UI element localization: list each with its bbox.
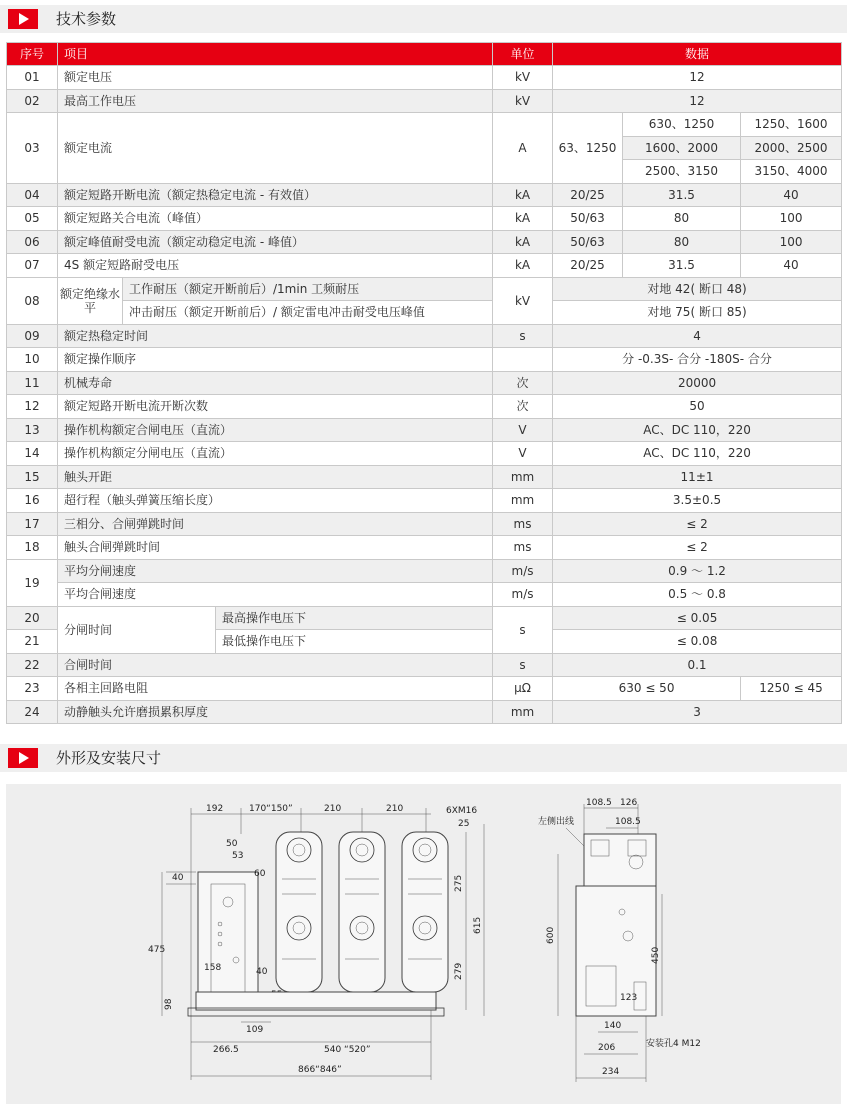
row-value: 50	[553, 395, 842, 419]
row-no: 01	[7, 66, 58, 90]
dim-123: 123	[620, 993, 638, 1003]
row-value: 1600、2000	[623, 136, 741, 160]
row-item: 额定峰值耐受电流（额定动稳定电流 - 峰值）	[58, 230, 493, 254]
table-row	[7, 183, 842, 207]
row-value: 630 ≤ 50	[553, 677, 741, 701]
row-value: 40	[741, 183, 842, 207]
row-item: 额定操作顺序	[58, 348, 493, 372]
row-value: 12	[553, 89, 842, 113]
table-row	[7, 489, 842, 513]
row-item: 动静触头允许磨损累积厚度	[58, 700, 493, 724]
table-row	[7, 677, 842, 701]
row-no: 22	[7, 653, 58, 677]
row-no: 19	[7, 559, 58, 606]
row-no: 13	[7, 418, 58, 442]
row-subitem: 工作耐压（额定开断前后）/1min 工频耐压	[123, 277, 493, 301]
row-item: 额定绝缘水平	[58, 277, 123, 324]
row-value: 20000	[553, 371, 842, 395]
row-unit: μΩ	[493, 677, 553, 701]
dim-50: 50	[226, 839, 238, 849]
row-value: ≤ 0.05	[553, 606, 842, 630]
row-value: ≤ 0.08	[553, 630, 842, 654]
table-row	[7, 536, 842, 560]
row-item: 机械寿命	[58, 371, 493, 395]
table-row	[7, 700, 842, 724]
row-unit: 次	[493, 371, 553, 395]
row-unit: m/s	[493, 583, 553, 607]
dim-40b: 40	[256, 967, 268, 977]
row-value: AC、DC 110，220	[553, 442, 842, 466]
table-row	[7, 348, 842, 372]
row-no: 03	[7, 113, 58, 184]
dim-108-5a: 108.5	[586, 798, 612, 808]
row-value: 12	[553, 66, 842, 90]
row-value: 4	[553, 324, 842, 348]
dim-275: 275	[454, 874, 464, 892]
row-subitem: 冲击耐压（额定开断前后）/ 额定雷电冲击耐受电压峰值	[123, 301, 493, 325]
row-item: 平均合闸速度	[58, 583, 493, 607]
dimension-drawing	[6, 784, 841, 1104]
spec-table	[6, 42, 842, 724]
table-row	[7, 559, 842, 583]
row-unit	[493, 348, 553, 372]
dim-40a: 40	[172, 873, 184, 883]
dim-210b: 210	[386, 804, 404, 814]
row-no: 09	[7, 324, 58, 348]
section-title: 技术参数	[56, 10, 117, 28]
row-item: 分闸时间	[58, 606, 216, 653]
row-item: 操作机构额定分闸电压（直流）	[58, 442, 493, 466]
dim-98: 98	[164, 998, 174, 1010]
section-header-specs	[0, 5, 847, 33]
table-row	[7, 583, 842, 607]
table-row	[7, 89, 842, 113]
row-unit: mm	[493, 465, 553, 489]
row-unit: mm	[493, 700, 553, 724]
row-subitem: 最高操作电压下	[216, 606, 493, 630]
row-item: 触头合闸弹跳时间	[58, 536, 493, 560]
dim-126: 126	[620, 798, 638, 808]
row-unit: 次	[493, 395, 553, 419]
row-unit: s	[493, 653, 553, 677]
mounting-hole-label: 安装孔4 M12	[646, 1039, 701, 1049]
row-value: 3.5±0.5	[553, 489, 842, 513]
row-item: 4S 额定短路耐受电压	[58, 254, 493, 278]
row-value: 50/63	[553, 230, 623, 254]
row-value: 对地 42( 断口 48)	[553, 277, 842, 301]
table-header-row	[7, 43, 842, 66]
col-item: 项目	[58, 43, 493, 66]
row-no: 07	[7, 254, 58, 278]
dim-600: 600	[546, 926, 556, 944]
row-value: 2500、3150	[623, 160, 741, 184]
table-row	[7, 418, 842, 442]
row-value: 80	[623, 230, 741, 254]
row-value: 31.5	[623, 183, 741, 207]
row-item: 触头开距	[58, 465, 493, 489]
table-row	[7, 254, 842, 278]
row-no: 24	[7, 700, 58, 724]
row-no: 04	[7, 183, 58, 207]
row-no: 06	[7, 230, 58, 254]
row-value: 3150、4000	[741, 160, 842, 184]
row-item: 额定短路开断电流开断次数	[58, 395, 493, 419]
row-item: 最高工作电压	[58, 89, 493, 113]
row-value: 分 -0.3S- 合分 -180S- 合分	[553, 348, 842, 372]
row-unit: s	[493, 324, 553, 348]
section-header-dimensions	[0, 744, 847, 772]
row-value: 对地 75( 断口 85)	[553, 301, 842, 325]
row-value: 11±1	[553, 465, 842, 489]
table-row	[7, 277, 842, 301]
row-no: 11	[7, 371, 58, 395]
row-value: 100	[741, 230, 842, 254]
row-item: 额定热稳定时间	[58, 324, 493, 348]
row-no: 20	[7, 606, 58, 630]
dim-6xm16: 6XM16	[446, 806, 478, 816]
row-item: 操作机构额定合闸电压（直流）	[58, 418, 493, 442]
dim-140: 140	[604, 1021, 622, 1031]
row-no: 17	[7, 512, 58, 536]
dim-615: 615	[473, 916, 483, 934]
row-unit: kV	[493, 89, 553, 113]
row-value: 50/63	[553, 207, 623, 231]
row-item: 平均分闸速度	[58, 559, 493, 583]
row-item: 合闸时间	[58, 653, 493, 677]
table-row	[7, 442, 842, 466]
table-row	[7, 113, 842, 137]
row-unit: kA	[493, 207, 553, 231]
row-value: 3	[553, 700, 842, 724]
row-unit: kA	[493, 230, 553, 254]
row-no: 10	[7, 348, 58, 372]
row-value: 100	[741, 207, 842, 231]
dim-279: 279	[454, 962, 464, 980]
row-unit: mm	[493, 489, 553, 513]
section-title: 外形及安装尺寸	[56, 749, 162, 767]
row-unit: kA	[493, 254, 553, 278]
row-no: 02	[7, 89, 58, 113]
play-arrow-icon	[8, 9, 38, 29]
technical-drawing-svg	[6, 784, 841, 1104]
row-value: 2000、2500	[741, 136, 842, 160]
row-value: 1250、1600	[741, 113, 842, 137]
col-unit: 单位	[493, 43, 553, 66]
row-no: 12	[7, 395, 58, 419]
row-no: 21	[7, 630, 58, 654]
dim-475: 475	[148, 945, 166, 955]
row-unit: ms	[493, 512, 553, 536]
row-unit: m/s	[493, 559, 553, 583]
row-value: AC、DC 110，220	[553, 418, 842, 442]
table-row	[7, 512, 842, 536]
row-unit: kA	[493, 183, 553, 207]
row-item: 各相主回路电阻	[58, 677, 493, 701]
dim-109: 109	[246, 1025, 264, 1035]
row-unit: s	[493, 606, 553, 653]
row-value: 1250 ≤ 45	[741, 677, 842, 701]
row-item: 额定短路关合电流（峰值）	[58, 207, 493, 231]
dim-540: 540 “520”	[324, 1045, 371, 1055]
dim-158: 158	[204, 963, 222, 973]
row-no: 16	[7, 489, 58, 513]
table-row	[7, 66, 842, 90]
row-no: 15	[7, 465, 58, 489]
table-row	[7, 230, 842, 254]
table-row	[7, 301, 842, 325]
row-item: 额定电压	[58, 66, 493, 90]
dim-60: 60	[254, 869, 266, 879]
row-value: 80	[623, 207, 741, 231]
row-unit: A	[493, 113, 553, 184]
table-row	[7, 395, 842, 419]
dim-53: 53	[232, 851, 244, 861]
row-no: 08	[7, 277, 58, 324]
front-view	[148, 804, 484, 1080]
row-item: 额定短路开断电流（额定热稳定电流 - 有效值）	[58, 183, 493, 207]
table-row	[7, 207, 842, 231]
row-no: 14	[7, 442, 58, 466]
dim-170: 170“150”	[249, 804, 293, 814]
dim-266-5: 266.5	[213, 1045, 239, 1055]
left-outlet-label: 左侧出线	[538, 817, 575, 827]
row-unit: V	[493, 442, 553, 466]
dim-450: 450	[651, 946, 661, 964]
row-item: 超行程（触头弹簧压缩长度）	[58, 489, 493, 513]
col-data: 数据	[553, 43, 842, 66]
table-row	[7, 465, 842, 489]
table-row	[7, 653, 842, 677]
dim-866: 866“846”	[298, 1065, 342, 1075]
row-value: 63、1250	[553, 113, 623, 184]
row-unit: ms	[493, 536, 553, 560]
row-value: 20/25	[553, 254, 623, 278]
row-unit: V	[493, 418, 553, 442]
col-no: 序号	[7, 43, 58, 66]
row-value: ≤ 2	[553, 512, 842, 536]
row-value: 31.5	[623, 254, 741, 278]
row-item: 额定电流	[58, 113, 493, 184]
row-no: 05	[7, 207, 58, 231]
dim-25: 25	[458, 819, 470, 829]
row-item: 三相分、合闸弹跳时间	[58, 512, 493, 536]
dim-206: 206	[598, 1043, 616, 1053]
row-no: 23	[7, 677, 58, 701]
row-no: 18	[7, 536, 58, 560]
dim-108-5b: 108.5	[615, 817, 641, 827]
side-view	[538, 798, 701, 1082]
play-arrow-icon	[8, 748, 38, 768]
table-row	[7, 606, 842, 630]
dim-210a: 210	[324, 804, 342, 814]
dim-192: 192	[206, 804, 224, 814]
row-subitem: 最低操作电压下	[216, 630, 493, 654]
row-value: ≤ 2	[553, 536, 842, 560]
row-value: 20/25	[553, 183, 623, 207]
row-unit: kV	[493, 66, 553, 90]
row-value: 630、1250	[623, 113, 741, 137]
row-value: 0.5 ～ 0.8	[553, 583, 842, 607]
table-row	[7, 371, 842, 395]
table-row	[7, 324, 842, 348]
row-value: 40	[741, 254, 842, 278]
row-unit: kV	[493, 277, 553, 324]
dim-234: 234	[602, 1067, 620, 1077]
row-value: 0.1	[553, 653, 842, 677]
row-value: 0.9 ～ 1.2	[553, 559, 842, 583]
